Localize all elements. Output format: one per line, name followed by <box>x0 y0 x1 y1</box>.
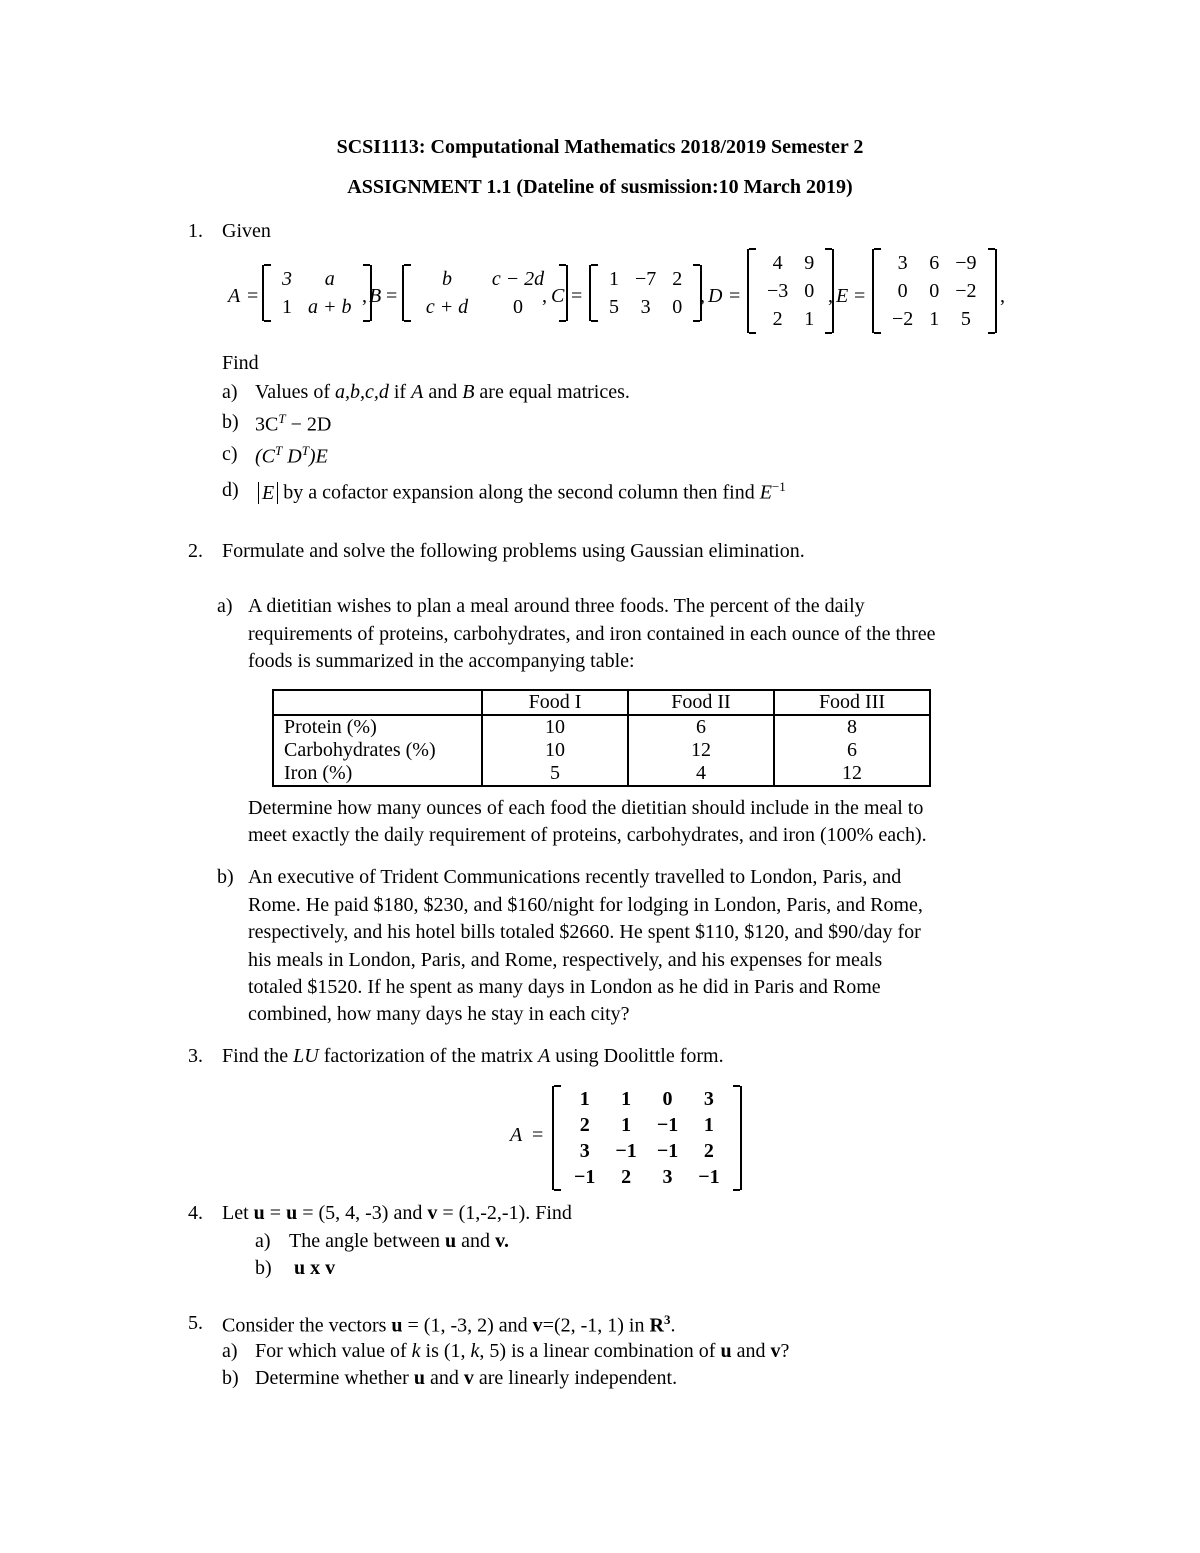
table-header: Food II <box>628 690 774 715</box>
table-row: Carbohydrates (%) 10 12 6 <box>273 739 930 762</box>
q1-given: Given <box>222 220 271 242</box>
q1a-text: Values of a,b,c,d if A and B are equal matrices. <box>255 381 630 403</box>
q4-text: Let u = u = (5, 4, -3) and v = (1,-2,-1). Find <box>222 1202 572 1224</box>
q5b-text: Determine whether u and v are linearly independent. <box>255 1367 678 1389</box>
q1c-label: c) <box>222 443 238 465</box>
q2b-line-5: totaled $1520. If he spent as many days in London as he did in Paris and Rome <box>248 976 881 998</box>
matrix-c: 1 −7 2 5 3 0 <box>589 265 702 321</box>
table-header: Food I <box>482 690 628 715</box>
q1d-text: E by a cofactor expansion along the second column then find $E^{-1}$ <box>258 479 786 505</box>
q2a-label: a) <box>217 595 233 617</box>
q2b-line-3: respectively, and his hotel bills totaled $2660. He spent $110, $120, and $90/day for <box>248 921 921 943</box>
matrix-lu-name: A <box>510 1124 523 1146</box>
q5a-label: a) <box>222 1340 238 1362</box>
q4b-text: u x v <box>294 1257 336 1279</box>
q1b-text: $3C^T - 2D$ <box>255 411 332 436</box>
q5b-label: b) <box>222 1367 239 1389</box>
q1a-label: a) <box>222 381 238 403</box>
table-row: Protein (%) 10 6 8 <box>273 715 930 739</box>
matrix-c-name: C <box>551 285 565 307</box>
q2b-line-4: his meals in London, Paris, and Rome, respectively, and his expenses for meals <box>248 949 883 971</box>
q2a-line-3: foods is summarized in the accompanying table: <box>248 650 635 672</box>
q2b-line-1: An executive of Trident Communications recently travelled to London, Paris, and <box>248 866 902 888</box>
q5-number: 5. <box>188 1312 203 1334</box>
matrix-b: b c − 2d c + d 0 <box>402 265 568 321</box>
table-header <box>273 690 482 715</box>
q3-number: 3. <box>188 1045 203 1067</box>
matrix-lu: 1 1 0 3 2 1 −1 1 3 −1 −1 2 −1 2 3 −1 <box>552 1086 742 1190</box>
matrix-e-name: E <box>836 285 849 307</box>
q4a-label: a) <box>255 1230 271 1252</box>
q2b-line-6: combined, how many days he stay in each city? <box>248 1003 630 1025</box>
matrix-e: 3 6 −9 0 0 −2 −2 1 5 <box>872 249 997 333</box>
matrix-d-name: D <box>708 285 723 307</box>
q4b-label: b) <box>255 1257 272 1279</box>
q4a-text: The angle between u and v. <box>289 1230 509 1252</box>
q2a-line-1: A dietitian wishes to plan a meal around three foods. The percent of the daily <box>248 595 865 617</box>
table-row: Iron (%) 5 4 12 <box>273 762 930 786</box>
q5-text: Consider the vectors u = (1, -3, 2) and v=(2, -1, 1) in $R^3$. <box>222 1312 676 1337</box>
q2b-line-2: Rome. He paid $180, $230, and $160/night for lodging in London, Paris, and Rome, <box>248 894 923 916</box>
nutrition-table <box>272 689 931 787</box>
table-header: Food III <box>774 690 930 715</box>
matrix-d: 4 9 −3 0 2 1 <box>747 249 834 333</box>
matrix-b-name: B <box>369 285 382 307</box>
q1-find: Find <box>222 352 259 374</box>
q4-number: 4. <box>188 1202 203 1224</box>
q3-text: Find the LU factorization of the matrix A using Doolittle form. <box>222 1045 724 1067</box>
q1-number: 1. <box>188 220 203 242</box>
q2b-label: b) <box>217 866 234 888</box>
q2-number: 2. <box>188 540 203 562</box>
matrix-a: 3 a 1 a + b <box>262 265 372 321</box>
q1d-label: d) <box>222 479 239 501</box>
q1c-text: ($C^T$ $D^T)E$ <box>255 443 328 468</box>
matrix-a-name: A <box>228 285 241 307</box>
q1b-label: b) <box>222 411 239 433</box>
q2a-after-1: Determine how many ounces of each food the dietitian should include in the meal to <box>248 797 924 819</box>
course-title: SCSI1113: Computational Mathematics 2018/2019 Semester 2 <box>336 136 864 158</box>
q5a-text: For which value of k is (1, k, 5) is a linear combination of u and v? <box>255 1340 790 1362</box>
q2a-after-2: meet exactly the daily requirement of proteins, carbohydrates, and iron (100% each). <box>248 824 927 846</box>
q2-text: Formulate and solve the following problems using Gaussian elimination. <box>222 540 805 562</box>
assignment-title: ASSIGNMENT 1.1 (Dateline of susmission:10 March 2019) <box>347 176 853 198</box>
q2a-line-2: requirements of proteins, carbohydrates, and iron contained in each ounce of the three <box>248 623 936 645</box>
